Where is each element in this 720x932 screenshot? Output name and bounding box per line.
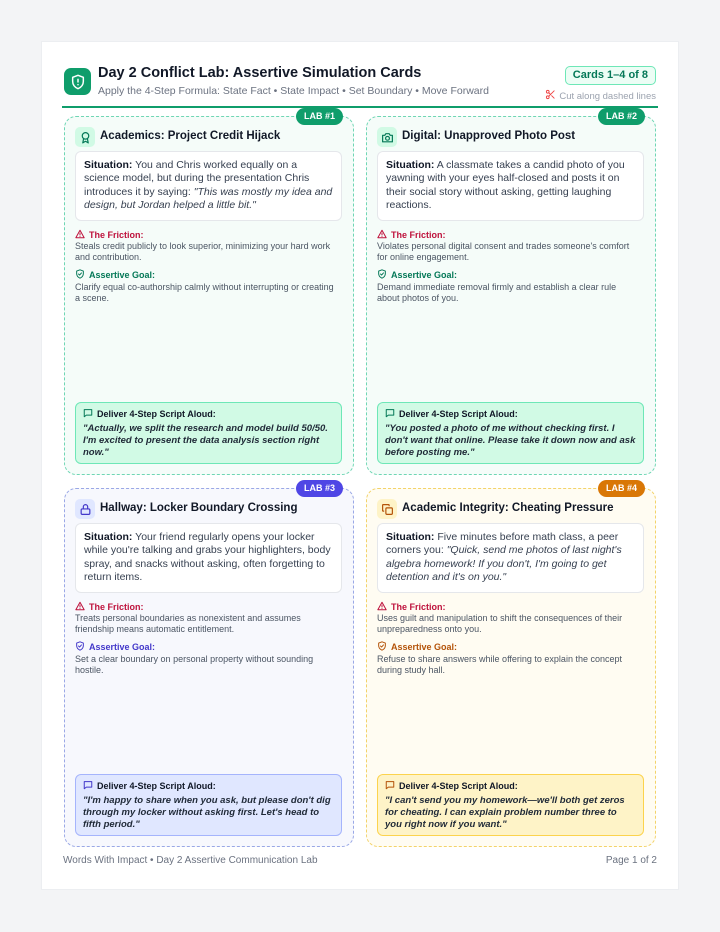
header [62, 64, 658, 108]
goal-text: Clarify equal co-authorship calmly without interrupting or creating a scene. [75, 282, 334, 304]
situation-text: A classmate takes a candid photo of you yawning with your eyes half-closed and posts it on their social story without asking, getting laughing reactions. [386, 159, 625, 212]
script-label [385, 408, 636, 420]
situation-box [75, 523, 342, 593]
lab-card-4 [366, 483, 656, 847]
shield-check-icon [377, 641, 387, 653]
script-label [385, 780, 636, 792]
script-label [83, 408, 334, 420]
script-text: "You posted a photo of me without checking first. I don't want that online. Please take it down now and ask before posting me." [385, 423, 636, 458]
header-divider [62, 106, 658, 108]
friction-label [75, 229, 144, 241]
friction-label [377, 229, 446, 241]
situation-box [377, 523, 644, 593]
page-subtitle: Apply the 4-Step Formula: State Fact • State Impact • Set Boundary • Move Forward [98, 85, 489, 97]
situation-quote: "This was mostly my idea and design, but Jordan helped a little bit." [84, 185, 333, 212]
script-box [377, 402, 644, 464]
situation-text: Your friend regularly opens your locker while you're talking and grabs your highlighters, body spray, and snacks without asking, often forgetting to return items. [84, 531, 331, 584]
friction-label-text: The Friction: [391, 602, 446, 612]
script-label-text: Deliver 4-Step Script Aloud: [399, 409, 518, 419]
lab-badge: LAB #2 [598, 108, 645, 125]
situation-label: Situation: [84, 531, 133, 543]
card-title: Academic Integrity: Cheating Pressure [402, 502, 614, 514]
friction-label-text: The Friction: [89, 602, 144, 612]
copy-icon [377, 499, 397, 519]
friction-text: Steals credit publicly to look superior, minimizing your hard work and contribution. [75, 241, 331, 263]
footer-left: Words With Impact • Day 2 Assertive Communication Lab [63, 855, 318, 866]
cards-range-badge: Cards 1–4 of 8 [565, 66, 656, 85]
shield-check-icon [377, 269, 387, 281]
page-number: Page 1 of 2 [605, 855, 657, 866]
message-icon [385, 408, 395, 420]
lab-badge: LAB #4 [598, 480, 645, 497]
lab-badge: LAB #3 [296, 480, 343, 497]
script-box [377, 774, 644, 836]
worksheet-page [42, 42, 678, 889]
situation-quote: "Quick, send me photos of last night's algebra homework! If you don't, I'm going to get detention and it's on you." [386, 544, 622, 584]
script-label-text: Deliver 4-Step Script Aloud: [97, 781, 216, 791]
shield-check-icon [75, 641, 85, 653]
shield-alert-icon [64, 68, 91, 95]
goal-text: Refuse to share answers while offering to explain the concept during study hall. [377, 654, 622, 676]
script-text: "I'm happy to share when you ask, but please don't dig through my locker without asking first. Let's head to fifth period." [83, 795, 331, 830]
warning-icon [377, 229, 387, 241]
friction-text: Treats personal boundaries as nonexistent and assumes friendship means automatic entitlement. [75, 613, 301, 635]
goal-label-text: Assertive Goal: [89, 270, 156, 280]
message-icon [83, 780, 93, 792]
page-title: Day 2 Conflict Lab: Assertive Simulation Cards [98, 65, 422, 81]
warning-icon [75, 601, 85, 613]
warning-icon [75, 229, 85, 241]
message-icon [83, 408, 93, 420]
situation-label: Situation: [386, 531, 435, 543]
script-label-text: Deliver 4-Step Script Aloud: [97, 409, 216, 419]
friction-label-text: The Friction: [391, 230, 446, 240]
goal-label [75, 269, 155, 281]
award-icon [75, 127, 95, 147]
situation-box [75, 151, 342, 221]
card-title: Academics: Project Credit Hijack [100, 130, 281, 142]
goal-label [377, 641, 457, 653]
goal-text: Set a clear boundary on personal property without sounding hostile. [75, 654, 314, 676]
cut-note [545, 89, 656, 103]
situation-text: Five minutes before math class, a peer corners you: [386, 531, 619, 557]
message-icon [385, 780, 395, 792]
goal-label-text: Assertive Goal: [391, 642, 458, 652]
script-box [75, 774, 342, 836]
goal-label [377, 269, 457, 281]
friction-label [377, 601, 446, 613]
script-text: "Actually, we split the research and model build 50/50. I'm excited to present the data analysis section right now." [83, 423, 328, 458]
script-label-text: Deliver 4-Step Script Aloud: [399, 781, 518, 791]
script-box [75, 402, 342, 464]
lab-badge: LAB #1 [296, 108, 343, 125]
scissors-icon [545, 89, 556, 103]
situation-label: Situation: [386, 159, 435, 171]
shield-check-icon [75, 269, 85, 281]
lab-card-2 [366, 111, 656, 475]
goal-text: Demand immediate removal firmly and establish a clear rule about photos of you. [377, 282, 617, 304]
camera-icon [377, 127, 397, 147]
lab-card-1 [64, 111, 354, 475]
lab-card-3 [64, 483, 354, 847]
situation-text: You and Chris worked equally on a science model, but during the presentation Chris introduces it by saying: [84, 159, 310, 198]
cut-note-text: Cut along dashed lines [559, 90, 656, 102]
goal-label-text: Assertive Goal: [89, 642, 156, 652]
goal-label-text: Assertive Goal: [391, 270, 458, 280]
card-title: Hallway: Locker Boundary Crossing [100, 502, 298, 514]
friction-text: Violates personal digital consent and trades someone's comfort for online engagement. [377, 241, 630, 263]
friction-text: Uses guilt and manipulation to shift the consequences of their unpreparedness onto you. [377, 613, 623, 635]
goal-label [75, 641, 155, 653]
script-text: "I can't send you my homework—we'll both get zeros for cheating. I can explain problem number three to you right now if you want." [385, 795, 625, 830]
situation-box [377, 151, 644, 221]
lock-icon [75, 499, 95, 519]
card-title: Digital: Unapproved Photo Post [402, 130, 576, 142]
friction-label [75, 601, 144, 613]
situation-label: Situation: [84, 159, 133, 171]
warning-icon [377, 601, 387, 613]
friction-label-text: The Friction: [89, 230, 144, 240]
script-label [83, 780, 334, 792]
